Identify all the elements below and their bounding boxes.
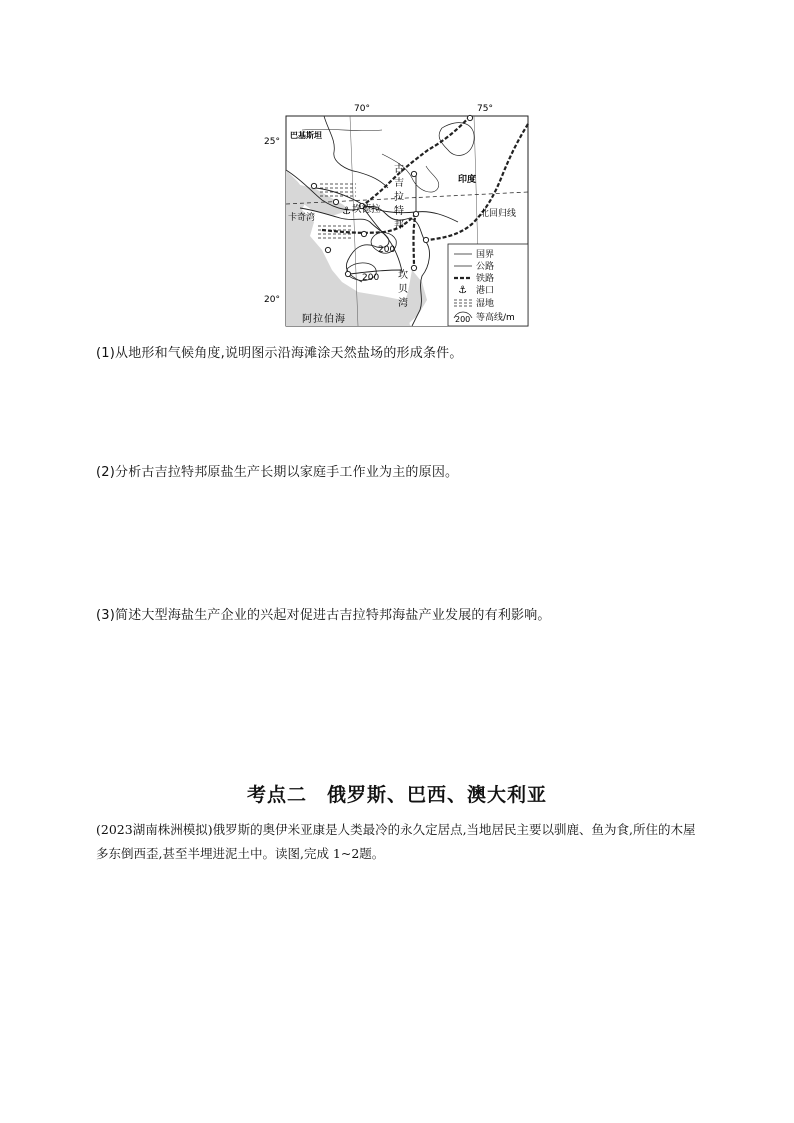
cambay-char: 贝	[398, 284, 408, 295]
tropic-label: 北回归线	[480, 209, 517, 219]
gujarat-char: 吉	[394, 178, 404, 189]
legend-label: 港口	[476, 286, 495, 296]
cambay-char: 坎	[398, 270, 408, 281]
india-label: 印度	[458, 175, 477, 185]
legend-label: 湿地	[476, 299, 495, 309]
kandla-label: 坎德拉	[352, 204, 381, 215]
legend-label: 等高线/m	[476, 313, 515, 323]
arabian-sea-label: 阿拉伯海	[302, 314, 346, 325]
map-legend	[448, 244, 528, 326]
question-3: (3)简述大型海盐生产企业的兴起对促进古吉拉特邦海盐产业发展的有利影响。	[96, 608, 551, 623]
gujarat-label	[394, 162, 404, 231]
port-anchor-icon: ⚓	[342, 206, 351, 217]
lon-75-label: 75°	[477, 104, 493, 114]
lat-20-label: 20°	[264, 295, 280, 305]
india-gujarat-map	[262, 100, 534, 332]
legend-label: 公路	[476, 262, 495, 272]
section-intro: (2023湖南株洲模拟)俄罗斯的奥伊米亚康是人类最冷的永久定居点,当地居民主要以驯鹿、鱼为食,所住的木屋多东倒西歪,甚至半埋进泥土中。读图,完成 1~2题。	[96, 822, 696, 861]
gujarat-char: 古	[394, 164, 404, 175]
gujarat-char: 邦	[394, 220, 404, 231]
gulf-kutch-label: 卡奇湾	[288, 213, 316, 223]
lat-25-label: 25°	[264, 137, 280, 147]
legend-label: 国界	[476, 250, 495, 260]
gujarat-char: 拉	[394, 192, 404, 203]
gujarat-char: 特	[394, 206, 404, 217]
contour-200-label: 200	[362, 273, 380, 283]
question-2: (2)分析古吉拉特邦原盐生产长期以家庭手工作业为主的原因。	[96, 465, 459, 480]
legend-label: 铁路	[476, 274, 495, 284]
port-anchor-icon: ⚓	[458, 285, 467, 296]
cambay-char: 湾	[398, 298, 408, 309]
lon-70-label: 70°	[354, 104, 370, 114]
legend-contour-value: 200	[455, 315, 471, 324]
gulf-cambay-label	[398, 268, 408, 309]
question-1: (1)从地形和气候角度,说明图示沿海滩涂天然盐场的形成条件。	[96, 346, 463, 361]
pakistan-label: 巴基斯坦	[290, 131, 322, 140]
section-title: 考点二 俄罗斯、巴西、澳大利亚	[246, 784, 547, 806]
contour-200-label: 200	[378, 245, 396, 255]
